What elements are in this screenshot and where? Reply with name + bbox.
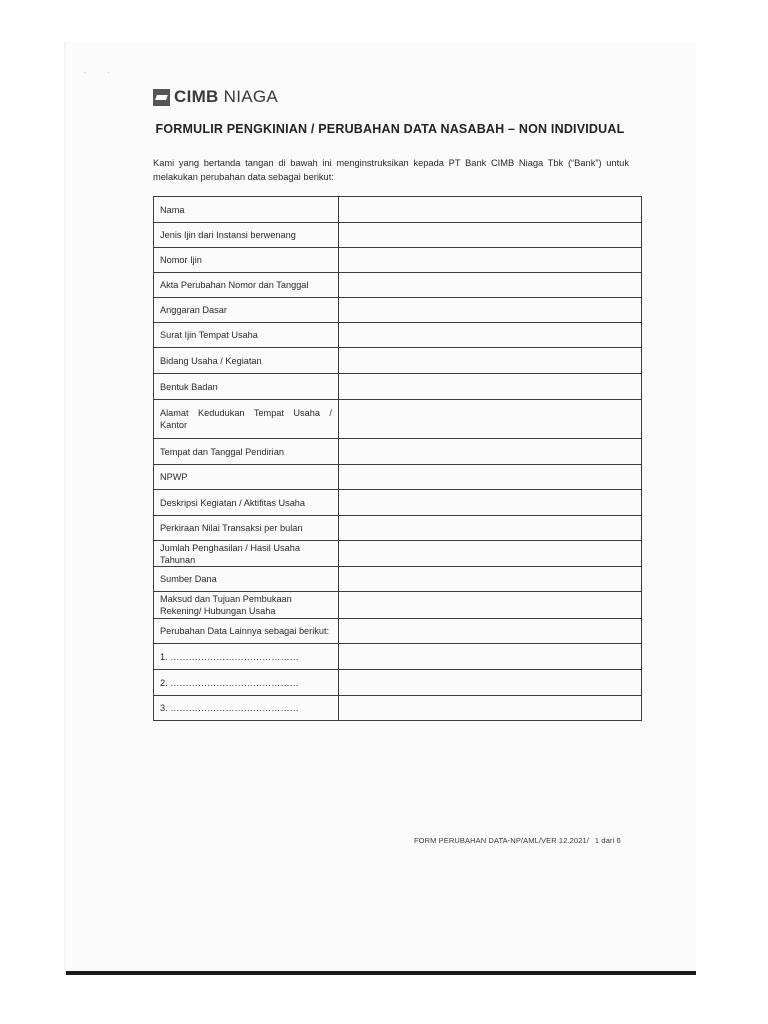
intro-paragraph: Kami yang bertanda tangan di bawah ini menginstruksikan kepada PT Bank CIMB Niaga Tbk (“Bank”) untuk melakukan perubahan data sebagai berikut: xyxy=(153,158,629,182)
table-row xyxy=(154,644,642,670)
table-row xyxy=(154,248,642,273)
table-row xyxy=(154,223,642,248)
table-row xyxy=(154,696,642,721)
field-value[interactable] xyxy=(339,567,642,592)
data-change-table xyxy=(153,196,642,721)
field-label: Jumlah Penghasilan / Hasil Usaha Tahunan xyxy=(154,541,339,567)
field-value[interactable] xyxy=(339,592,642,619)
form-title: FORMULIR PENGKINIAN / PERUBAHAN DATA NASABAH – NON INDIVIDUAL xyxy=(155,122,625,136)
field-value[interactable] xyxy=(339,696,642,721)
field-value[interactable] xyxy=(339,374,642,400)
table-row xyxy=(154,348,642,374)
table-row xyxy=(154,516,642,541)
table-row xyxy=(154,400,642,439)
logo-brand-bold: CIMB xyxy=(174,87,219,106)
field-label: Sumber Dana xyxy=(154,567,339,592)
field-value[interactable] xyxy=(339,439,642,465)
field-value[interactable] xyxy=(339,400,642,439)
field-label: Surat Ijin Tempat Usaha xyxy=(154,323,339,348)
field-value[interactable] xyxy=(339,541,642,567)
scan-specks: · · xyxy=(84,70,120,76)
field-label: Jenis Ijin dari Instansi berwenang xyxy=(154,223,339,248)
table-row xyxy=(154,465,642,490)
field-value[interactable] xyxy=(339,348,642,374)
cimb-niaga-logo xyxy=(153,86,278,108)
page-bottom-edge xyxy=(66,971,696,975)
field-label: Bidang Usaha / Kegiatan xyxy=(154,348,339,374)
field-value[interactable] xyxy=(339,619,642,644)
field-value[interactable] xyxy=(339,516,642,541)
field-value[interactable] xyxy=(339,273,642,298)
field-label: Akta Perubahan Nomor dan Tanggal xyxy=(154,273,339,298)
field-label: 2. …………………………………… xyxy=(154,670,339,696)
field-value[interactable] xyxy=(339,323,642,348)
field-label: Bentuk Badan xyxy=(154,374,339,400)
logo-text xyxy=(174,87,278,107)
field-label: 3. …………………………………… xyxy=(154,696,339,721)
table-row xyxy=(154,439,642,465)
field-label: NPWP xyxy=(154,465,339,490)
table-row xyxy=(154,541,642,567)
page-footer xyxy=(414,836,621,845)
table-row xyxy=(154,567,642,592)
field-label: Nomor Ijin xyxy=(154,248,339,273)
page-number: 1 dari 6 xyxy=(594,836,621,845)
field-value[interactable] xyxy=(339,298,642,323)
field-value[interactable] xyxy=(339,223,642,248)
field-label: Perubahan Data Lainnya sebagai berikut: xyxy=(154,619,339,644)
field-label: Anggaran Dasar xyxy=(154,298,339,323)
table-row xyxy=(154,374,642,400)
field-value[interactable] xyxy=(339,644,642,670)
cimb-logo-icon xyxy=(153,89,170,106)
table-row xyxy=(154,490,642,516)
logo-brand-light: NIAGA xyxy=(223,87,279,106)
field-label: Tempat dan Tanggal Pendirian xyxy=(154,439,339,465)
table-row xyxy=(154,592,642,619)
field-value[interactable] xyxy=(339,248,642,273)
field-label: 1. …………………………………… xyxy=(154,644,339,670)
field-value[interactable] xyxy=(339,197,642,223)
table-row xyxy=(154,273,642,298)
field-label: Perkiraan Nilai Transaksi per bulan xyxy=(154,516,339,541)
field-value[interactable] xyxy=(339,670,642,696)
table-row xyxy=(154,670,642,696)
field-value[interactable] xyxy=(339,465,642,490)
table-row xyxy=(154,197,642,223)
field-label: Alamat Kedudukan Tempat Usaha / Kantor xyxy=(154,400,339,439)
field-value[interactable] xyxy=(339,490,642,516)
form-code: FORM PERUBAHAN DATA-NP/AML/VER 12.2021/ xyxy=(414,836,589,845)
field-label: Deskripsi Kegiatan / Aktifitas Usaha xyxy=(154,490,339,516)
field-label: Nama xyxy=(154,197,339,223)
field-label: Maksud dan Tujuan Pembukaan Rekening/ Hubungan Usaha xyxy=(154,592,339,619)
table-row xyxy=(154,323,642,348)
table-row xyxy=(154,298,642,323)
table-row xyxy=(154,619,642,644)
